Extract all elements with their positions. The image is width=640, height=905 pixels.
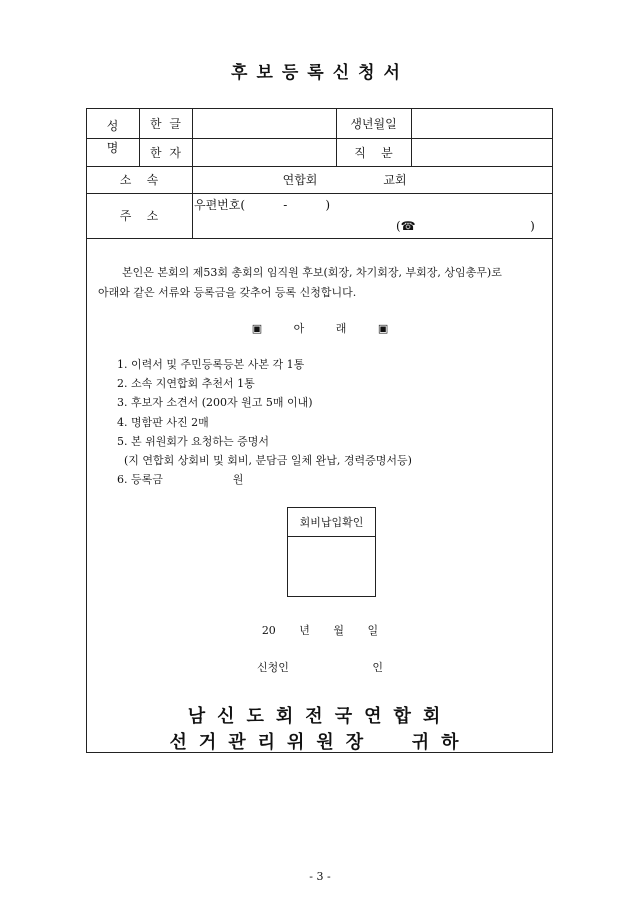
postal-code-field[interactable]: 우편번호( - ) [194,197,331,212]
document-title: 후보등록신청서 [231,63,409,83]
paragraph-line: 아래와 같은 서류와 등록금을 갖추어 등록 신청합니다. [98,286,357,299]
name-label: 성 명 [106,119,119,155]
birth-label: 생년월일 [350,116,397,131]
organization-name: 남신도회전국연합회 [187,706,453,727]
requirements-list [117,355,412,489]
affiliation-church-text: 교회 [383,173,407,187]
recipient-line: 선거관리위원장 귀하 [169,732,471,753]
list-item: 5. 본 위원회가 요청하는 증명서 [117,434,269,448]
row-divider [86,238,553,239]
hangul-name-field[interactable] [193,109,336,138]
date-line: 20 년 월 일 [261,624,379,637]
address-label: 주 소 [119,209,159,223]
page-number: - 3 - [309,870,331,883]
section-heading: ▣ 아 래 ▣ [251,322,389,335]
list-item: 6. 등록금 원 [117,473,244,487]
list-item: 4. 명함판 사진 2매 [117,415,209,429]
list-item: 2. 소속 지연합회 추천서 1통 [117,377,255,391]
hangul-label: 한 글 [150,116,181,131]
hanja-label: 한 자 [150,145,181,160]
position-label: 직 분 [354,145,393,160]
column-divider [192,166,193,238]
list-item: (지 연합회 상회비 및 회비, 분담금 일체 완납, 경력증명서등) [117,454,412,468]
list-item: 3. 후보자 소견서 (200자 원고 5매 이내) [117,396,313,410]
position-field[interactable] [412,139,552,166]
applicant-line: 신청인 인 [256,661,383,674]
stamp-area[interactable] [288,537,375,597]
phone-field[interactable]: (☎ ) [396,219,535,233]
affiliation-union-text: 연합회 [282,173,318,187]
fee-confirmation-box [287,507,376,597]
list-item: 1. 이력서 및 주민등록등본 사본 각 1통 [117,358,305,371]
hanja-name-field[interactable] [193,139,336,166]
paragraph-line: 본인은 본회의 제53회 총회의 임직원 후보(회장, 차기회장, 부회장, 상임총무)로 [122,266,502,279]
affiliation-label: 소 속 [119,173,159,187]
application-paragraph [98,263,548,303]
fee-confirmation-label: 회비납입확인 [288,508,375,537]
birth-field[interactable] [412,109,552,138]
